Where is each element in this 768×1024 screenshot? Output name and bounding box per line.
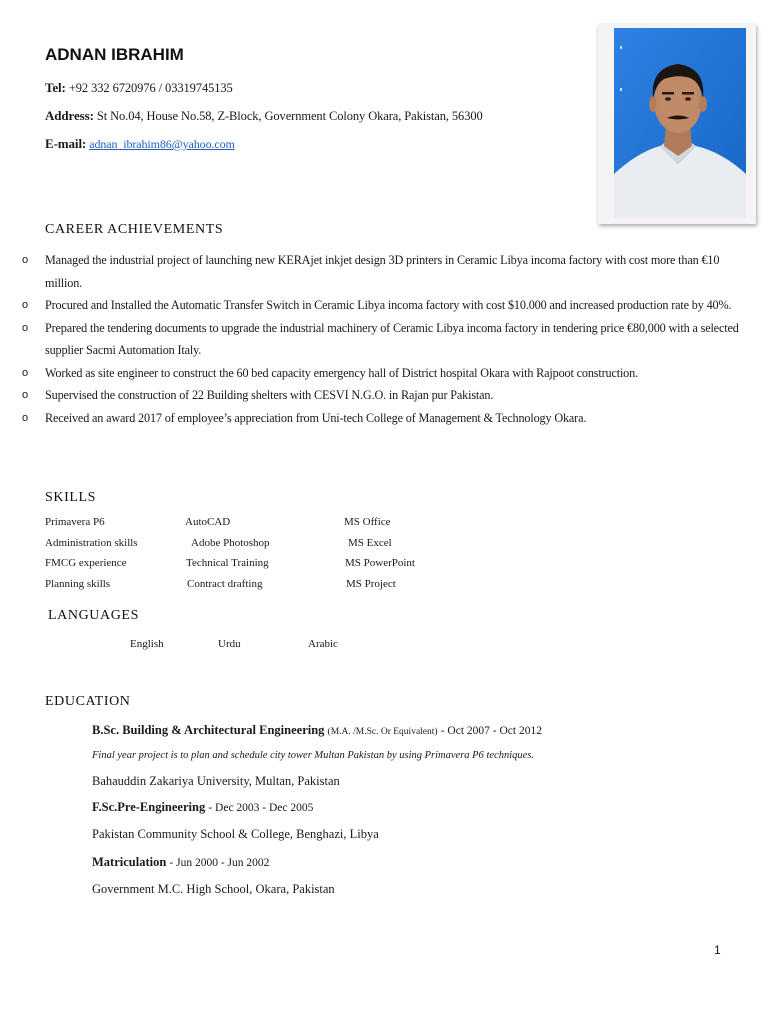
achievement-item: o Managed the industrial project of launching new KERAjet inkjet design 3D printers in Ceramic Libya incoma factory with cost more than €10 million. (0, 249, 740, 294)
fsc-degree-line (92, 800, 313, 815)
portrait-image (598, 24, 756, 224)
phone-label: Tel: (45, 80, 66, 95)
career-achievements-heading: CAREER ACHIEVEMENTS (45, 222, 224, 237)
language-item: English (130, 638, 164, 650)
skill-item: Adobe Photoshop (191, 536, 270, 549)
bullet-marker: o (22, 299, 28, 311)
page-number: 1 (714, 943, 721, 957)
bullet-marker: o (22, 321, 28, 334)
bullet-marker: o (22, 366, 28, 379)
bullet-marker: o (22, 254, 28, 266)
achievements-list (0, 249, 740, 429)
address-label: Address: (45, 108, 94, 123)
achievement-item: o Worked as site engineer to construct the 60 bed capacity emergency hall of District hospital Okara with Rajpoot construction. (0, 362, 740, 385)
skill-item: Administration skills (45, 536, 138, 549)
language-item: Arabic (308, 638, 338, 650)
institution-name: Government M.C. High School, Okara, Pakistan (92, 882, 335, 896)
skill-item: Technical Training (186, 557, 269, 569)
skill-item: MS Project (346, 577, 396, 590)
email-line (45, 136, 235, 152)
degree-title: B.Sc. Building & Architectural Engineering (92, 723, 325, 737)
degree-title: Matriculation (92, 855, 167, 869)
degree-dates: - Oct 2007 - Oct 2012 (440, 725, 542, 737)
bsc-degree-line (92, 723, 542, 738)
phone-value: +92 332 6720976 / 03319745135 (68, 81, 233, 95)
address-value: St No.04, House No.58, Z-Block, Government Colony Okara, Pakistan, 56300 (96, 109, 483, 123)
achievement-item: o Procured and Installed the Automatic Transfer Switch in Ceramic Libya incoma factory with cost $10.000 and increased production rate by 40%. (0, 294, 740, 317)
skill-item: Primavera P6 (45, 516, 105, 528)
profile-photo (598, 24, 756, 224)
skills-row (45, 516, 465, 537)
skills-table (45, 516, 465, 598)
institution-name: Pakistan Community School & College, Benghazi, Libya (92, 827, 379, 841)
address-line (45, 108, 483, 124)
skill-item: MS PowerPoint (345, 557, 415, 569)
skill-item: AutoCAD (185, 516, 231, 528)
degree-title: F.Sc.Pre-Engineering (92, 800, 206, 814)
skills-row (45, 578, 465, 599)
bullet-marker: o (22, 411, 28, 424)
education-heading: EDUCATION (45, 694, 131, 709)
degree-dates: - Dec 2003 - Dec 2005 (208, 802, 314, 814)
skills-row (45, 537, 465, 558)
project-note: Final year project is to plan and schedule city tower Multan Pakistan by using Primavera P6 techniques. (92, 750, 534, 761)
institution-name: Bahauddin Zakariya University, Multan, Pakistan (92, 774, 340, 788)
bullet-marker: o (22, 389, 28, 401)
skill-item: Planning skills (45, 577, 111, 590)
email-link[interactable]: adnan_ibrahim86@yahoo.com (89, 137, 235, 151)
phone-line (45, 80, 233, 96)
skills-row (45, 557, 465, 578)
skill-item: MS Office (344, 516, 391, 528)
achievement-item: o Received an award 2017 of employee’s appreciation from Uni-tech College of Management & Technology Okara. (0, 407, 740, 430)
skills-heading: SKILLS (45, 490, 97, 505)
achievement-item: o Supervised the construction of 22 Building shelters with CESVI N.G.O. in Rajan pur Pakistan. (0, 384, 740, 407)
candidate-name: ADNAN IBRAHIM (45, 45, 184, 64)
skill-item: Contract drafting (187, 577, 263, 590)
language-item: Urdu (218, 638, 241, 650)
languages-heading: LANGUAGES (48, 608, 139, 623)
matric-degree-line (92, 855, 269, 870)
skill-item: FMCG experience (45, 557, 127, 569)
degree-equivalent: (M.A. /M.Sc. Or Equivalent) (327, 727, 438, 737)
degree-dates: - Jun 2000 - Jun 2002 (169, 857, 270, 869)
skill-item: MS Excel (348, 536, 392, 549)
achievement-item: o Prepared the tendering documents to upgrade the industrial machinery of Ceramic Libya incoma factory in tendering price €80,000 with a selected supplier Sacmi Automation Italy. (0, 317, 740, 362)
email-label: E-mail: (45, 136, 87, 151)
